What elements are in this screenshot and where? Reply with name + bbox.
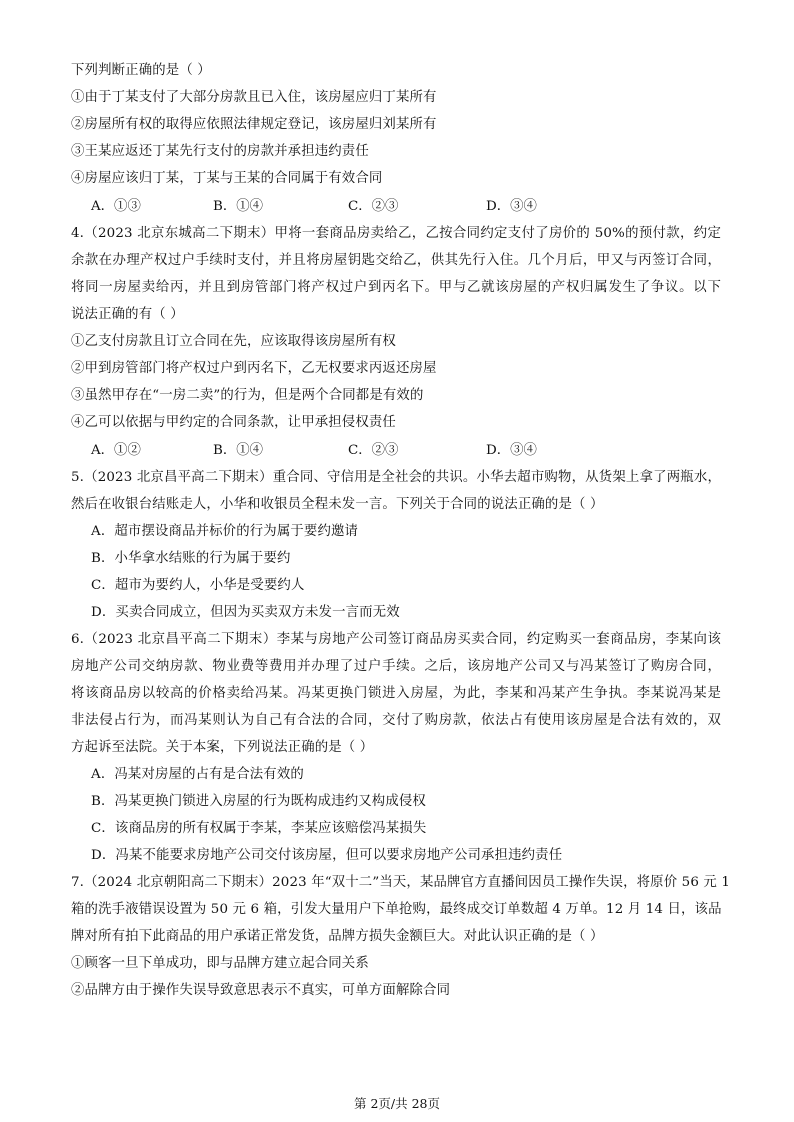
q7-line-2: 箱的洗手液错误设置为 50 元 6 箱，引发大量用户下单抢购，最终成交订单数超 4 万单。12 月 14 日，该品 (71, 902, 722, 917)
q5-option-a: A．超市摆设商品并标价的行为属于要约邀请 (91, 524, 359, 539)
q7-line-3: 牌对所有拍下此商品的用户承诺正常发货，品牌方损失金额巨大。对此认识正确的是（ ） (71, 929, 604, 944)
q5-option-c: C．超市为要约人，小华是受要约人 (91, 578, 305, 593)
q6-line-4: 非法侵占行为，而冯某则认为自己有合法的合同，交付了购房款，依法占有使用该房屋是合法有效的，双 (71, 713, 721, 728)
q7-item-2: ②品牌方由于操作失误导致意思表示不真实，可单方面解除合同 (71, 983, 451, 998)
q6-line-1: 6.（2023 北京昌平高二下期末）李某与房地产公司签订商品房买卖合同，约定购买一套商品房，李某向该 (71, 632, 721, 647)
q4-line-1: 4.（2023 北京东城高二下期末）甲将一套商品房卖给乙，乙按合同约定支付了房价的 50%的预付款，约定 (71, 226, 721, 241)
q6-option-b: B．冯某更换门锁进入房屋的行为既构成违约又构成侵权 (91, 794, 426, 809)
q3-item-3: ③王某应返还丁某先行支付的房款并承担违约责任 (71, 144, 369, 159)
q6-line-2: 房地产公司交纳房款、物业费等费用并办理了过户手续。之后，该房地产公司又与冯某签订了购房合同， (71, 659, 721, 674)
q5-line-2: 然后在收银台结账走人，小华和收银员全程未发一言。下列关于合同的说法正确的是（ ） (71, 497, 604, 512)
q3-item-1: ①由于丁某支付了大部分房款且已入住，该房屋应归丁某所有 (71, 90, 437, 105)
q3-option-c: C．②③ (348, 199, 399, 214)
q3-item-4: ④房屋应该归丁某，丁某与王某的合同属于有效合同 (71, 171, 383, 186)
q5-line-1: 5.（2023 北京昌平高二下期末）重合同、守信用是全社会的共识。小华去超市购物，从货架上拿了两瓶水， (71, 470, 721, 485)
q5-option-d: D．买卖合同成立，但因为买卖双方未发一言而无效 (91, 605, 400, 620)
q4-line-3: 将同一房屋卖给丙，并且到房管部门将产权过户到丙名下。甲与乙就该房屋的产权归属发生了争议。以下 (71, 280, 721, 295)
q4-item-4: ④乙可以依据与甲约定的合同条款，让甲承担侵权责任 (71, 415, 396, 430)
q3-option-b: B．①④ (213, 199, 264, 214)
q4-line-4: 说法正确的有（ ） (71, 307, 184, 322)
q3-option-d: D．③④ (486, 199, 537, 214)
q3-stem: 下列判断正确的是（ ） (71, 63, 211, 78)
q6-option-a: A．冯某对房屋的占有是合法有效的 (91, 767, 304, 782)
q3-item-2: ②房屋所有权的取得应依照法律规定登记，该房屋归刘某所有 (71, 117, 437, 132)
q4-option-b: B．①④ (213, 443, 264, 458)
q6-option-d: D．冯某不能要求房地产公司交付该房屋，但可以要求房地产公司承担违约责任 (91, 848, 563, 863)
q5-option-b: B．小华拿水结账的行为属于要约 (91, 551, 291, 566)
q7-line-1: 7.（2024 北京朝阳高二下期末）2023 年“双十二”当天，某品牌官方直播间因员工操作失误，将原价 56 元 1 (71, 875, 731, 890)
q7-item-1: ①顾客一旦下单成功，即与品牌方建立起合同关系 (71, 956, 369, 971)
q4-item-3: ③虽然甲存在“一房二卖”的行为，但是两个合同都是有效的 (71, 388, 424, 403)
q6-option-c: C．该商品房的所有权属于李某，李某应该赔偿冯某损失 (91, 821, 427, 836)
q6-line-5: 方起诉至法院。关于本案，下列说法正确的是（ ） (71, 740, 374, 755)
q4-option-a: A．①② (91, 443, 141, 458)
page-number: 第 2页/共 28页 (353, 1096, 441, 1111)
q4-item-1: ①乙支付房款且订立合同在先，应该取得该房屋所有权 (71, 334, 396, 349)
q6-line-3: 将该商品房以较高的价格卖给冯某。冯某更换门锁进入房屋，为此，李某和冯某产生争执。李某说冯某是 (71, 686, 721, 701)
q4-item-2: ②甲到房管部门将产权过户到丙名下，乙无权要求丙返还房屋 (71, 361, 437, 376)
q4-option-c: C．②③ (348, 443, 399, 458)
q4-option-d: D．③④ (486, 443, 537, 458)
q4-line-2: 余款在办理产权过户手续时支付，并且将房屋钥匙交给乙，供其先行入住。几个月后，甲又与丙签订合同， (71, 253, 721, 268)
q3-option-a: A．①③ (91, 199, 141, 214)
